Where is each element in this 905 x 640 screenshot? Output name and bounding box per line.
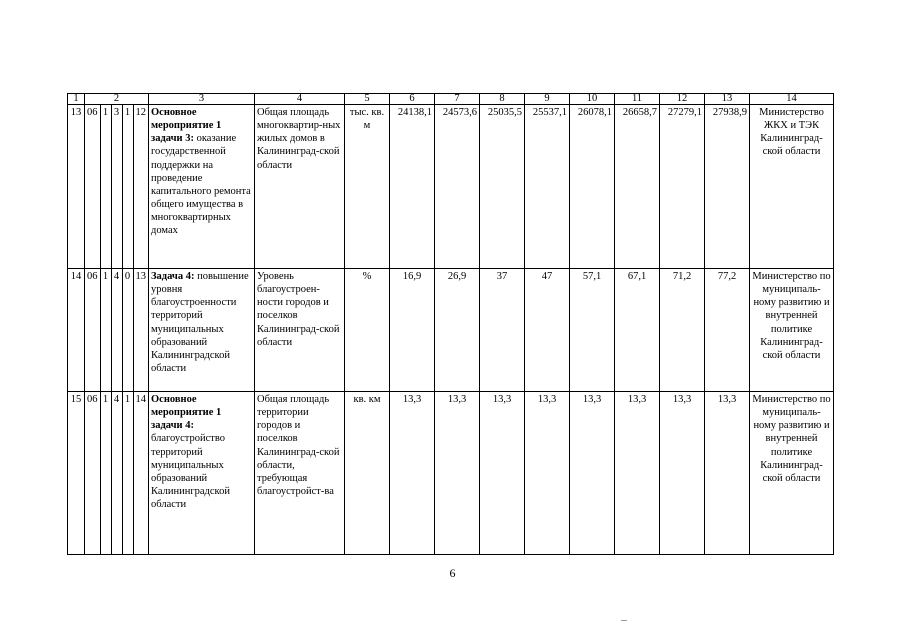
code-cell: 06 — [85, 105, 101, 269]
table-row — [68, 269, 834, 392]
row-number: 15 — [68, 392, 85, 555]
value-cell: 16,9 — [390, 269, 435, 392]
value-cell: 13,3 — [525, 392, 570, 555]
header-cell: 11 — [615, 94, 660, 105]
responsible-cell: Министерство по муниципаль-ному развитию и внутренней политике Калининград-ской области — [750, 269, 834, 392]
value-cell: 67,1 — [615, 269, 660, 392]
code-cell: 1 — [100, 392, 111, 555]
value-cell: 26,9 — [435, 269, 480, 392]
value-cell: 25035,5 — [480, 105, 525, 269]
value-cell: 57,1 — [570, 269, 615, 392]
unit-cell: кв. км — [345, 392, 390, 555]
header-cell: 6 — [390, 94, 435, 105]
activity-cell — [149, 269, 255, 392]
code-cell: 1 — [122, 392, 133, 555]
value-cell: 24573,6 — [435, 105, 480, 269]
value-cell: 26078,1 — [570, 105, 615, 269]
code-cell: 0 — [122, 269, 133, 392]
value-cell: 13,3 — [615, 392, 660, 555]
unit-cell: % — [345, 269, 390, 392]
table-row — [68, 105, 834, 269]
header-cell: 10 — [570, 94, 615, 105]
responsible-cell: Министерство по муниципаль-ному развитию и внутренней политике Калининград-ской области — [750, 392, 834, 555]
value-cell: 71,2 — [660, 269, 705, 392]
value-cell: 13,3 — [390, 392, 435, 555]
header-cell: 12 — [660, 94, 705, 105]
value-cell: 13,3 — [705, 392, 750, 555]
header-cell: 5 — [345, 94, 390, 105]
code-cell: 4 — [111, 392, 122, 555]
value-cell: 13,3 — [435, 392, 480, 555]
header-cell: 13 — [705, 94, 750, 105]
row-number: 13 — [68, 105, 85, 269]
code-cell: 12 — [133, 105, 149, 269]
header-cell: 8 — [480, 94, 525, 105]
value-cell: 24138,1 — [390, 105, 435, 269]
value-cell: 13,3 — [660, 392, 705, 555]
activity-desc: повышение уровня благоустроенности территорий муниципальных образований Калининградской области — [151, 271, 249, 374]
header-cell: 9 — [525, 94, 570, 105]
code-cell: 13 — [133, 269, 149, 392]
activity-cell — [149, 392, 255, 555]
value-cell: 37 — [480, 269, 525, 392]
value-cell: 47 — [525, 269, 570, 392]
code-cell: 1 — [122, 105, 133, 269]
unit-cell: тыс. кв. м — [345, 105, 390, 269]
header-row — [68, 94, 834, 105]
activity-title: Задача 4: — [151, 271, 195, 282]
code-cell: 3 — [111, 105, 122, 269]
header-cell: 14 — [750, 94, 834, 105]
indicator-cell: Общая площадь территории городов и поселков Калининград-ской области, требующая благоустройст-ва — [255, 392, 345, 555]
code-cell: 4 — [111, 269, 122, 392]
header-cell: 7 — [435, 94, 480, 105]
value-cell: 27279,1 — [660, 105, 705, 269]
header-cell: 4 — [255, 94, 345, 105]
header-cell: 1 — [68, 94, 85, 105]
row-number: 14 — [68, 269, 85, 392]
responsible-cell: Министерство ЖКХ и ТЭК Калининград-ской области — [750, 105, 834, 269]
value-cell: 13,3 — [570, 392, 615, 555]
activity-cell — [149, 105, 255, 269]
activity-title: Основное мероприятие 1 задачи 4: — [151, 394, 222, 432]
indicator-cell: Уровень благоустроен-ности городов и поселков Калининград-ской области — [255, 269, 345, 392]
header-cell: 2 — [85, 94, 149, 105]
page-number: 6 — [449, 566, 456, 580]
value-cell: 77,2 — [705, 269, 750, 392]
code-cell: 06 — [85, 392, 101, 555]
code-cell: 14 — [133, 392, 149, 555]
value-cell: 13,3 — [480, 392, 525, 555]
activity-desc: оказание государственной поддержки на проведение капитального ремонта общего имущества в многоквартирных домах — [151, 133, 251, 237]
activity-desc: благоустройство территорий муниципальных образований Калининградской области — [151, 433, 230, 510]
value-cell: 25537,1 — [525, 105, 570, 269]
code-cell: 06 — [85, 269, 101, 392]
table-row — [68, 392, 834, 555]
header-cell: 3 — [149, 94, 255, 105]
activity-title: Основное мероприятие 1 задачи 3: — [151, 107, 222, 145]
value-cell: 27938,9 — [705, 105, 750, 269]
program-table — [67, 93, 834, 555]
code-cell: 1 — [100, 105, 111, 269]
value-cell: 26658,7 — [615, 105, 660, 269]
scan-artifact — [621, 620, 627, 621]
code-cell: 1 — [100, 269, 111, 392]
indicator-cell: Общая площадь многоквартир-ных жилых домов в Калининград-ской области — [255, 105, 345, 269]
